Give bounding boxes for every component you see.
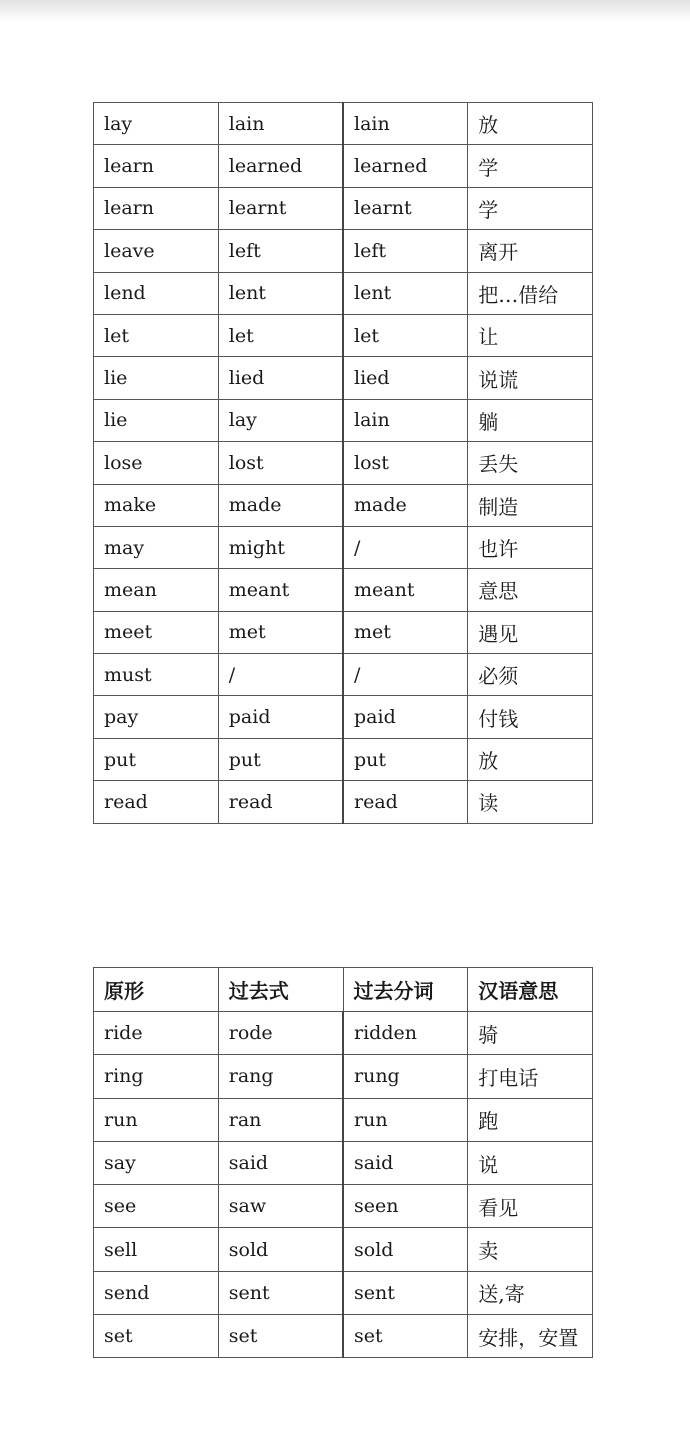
- table-row: [94, 230, 593, 272]
- table-row: [94, 103, 593, 145]
- base-form-cell: lie: [94, 357, 219, 399]
- past-participle-cell: set: [343, 1315, 468, 1358]
- chinese-meaning-cell: 骑: [468, 1012, 593, 1055]
- table-row: [94, 526, 593, 568]
- base-form-cell: run: [94, 1098, 219, 1141]
- past-participle-cell: /: [343, 526, 468, 568]
- table-1-body: [94, 103, 593, 824]
- table-row: [94, 442, 593, 484]
- chinese-meaning-cell: 读: [468, 781, 593, 823]
- table-row: [94, 399, 593, 441]
- past-participle-cell: let: [343, 314, 468, 356]
- chinese-meaning-cell: 卖: [468, 1228, 593, 1271]
- table-2-body: [94, 1012, 593, 1358]
- table-2-header-row: [94, 968, 593, 1012]
- past-participle-cell: lain: [343, 399, 468, 441]
- base-form-cell: lose: [94, 442, 219, 484]
- past-participle-cell: said: [343, 1141, 468, 1184]
- table-row: [94, 484, 593, 526]
- past-participle-cell: sold: [343, 1228, 468, 1271]
- chinese-meaning-cell: 让: [468, 314, 593, 356]
- base-form-cell: leave: [94, 230, 219, 272]
- base-form-cell: sell: [94, 1228, 219, 1271]
- base-form-cell: lay: [94, 103, 219, 145]
- chinese-meaning-cell: 制造: [468, 484, 593, 526]
- past-participle-cell: read: [343, 781, 468, 823]
- base-form-cell: must: [94, 654, 219, 696]
- past-tense-cell: learned: [218, 145, 343, 187]
- past-tense-cell: let: [218, 314, 343, 356]
- past-tense-cell: lay: [218, 399, 343, 441]
- base-form-cell: lie: [94, 399, 219, 441]
- base-form-cell: make: [94, 484, 219, 526]
- table-row: [94, 1141, 593, 1184]
- chinese-meaning-cell: 学: [468, 145, 593, 187]
- past-participle-cell: lent: [343, 272, 468, 314]
- base-form-cell: see: [94, 1185, 219, 1228]
- past-tense-cell: lost: [218, 442, 343, 484]
- past-participle-cell: ridden: [343, 1012, 468, 1055]
- chinese-meaning-cell: 放: [468, 103, 593, 145]
- past-participle-cell: /: [343, 654, 468, 696]
- past-participle-cell: learnt: [343, 187, 468, 229]
- past-tense-cell: rode: [218, 1012, 343, 1055]
- top-shadow: [0, 0, 690, 22]
- past-participle-cell: left: [343, 230, 468, 272]
- table-row: [94, 187, 593, 229]
- chinese-meaning-cell: 离开: [468, 230, 593, 272]
- past-tense-cell: sent: [218, 1271, 343, 1314]
- past-tense-cell: sold: [218, 1228, 343, 1271]
- chinese-meaning-cell: 遇见: [468, 611, 593, 653]
- base-form-cell: ride: [94, 1012, 219, 1055]
- past-tense-cell: saw: [218, 1185, 343, 1228]
- table-row: [94, 1271, 593, 1314]
- header-base-form: 原形: [94, 968, 219, 1012]
- table-row: [94, 1228, 593, 1271]
- chinese-meaning-cell: 把…借给: [468, 272, 593, 314]
- past-participle-cell: lied: [343, 357, 468, 399]
- table-row: [94, 1185, 593, 1228]
- base-form-cell: mean: [94, 569, 219, 611]
- base-form-cell: let: [94, 314, 219, 356]
- chinese-meaning-cell: 也许: [468, 526, 593, 568]
- past-tense-cell: read: [218, 781, 343, 823]
- table-row: [94, 145, 593, 187]
- table-row: [94, 611, 593, 653]
- table-row: [94, 569, 593, 611]
- past-participle-cell: meant: [343, 569, 468, 611]
- table-row: [94, 654, 593, 696]
- past-tense-cell: lain: [218, 103, 343, 145]
- table-row: [94, 738, 593, 780]
- past-participle-cell: sent: [343, 1271, 468, 1314]
- past-tense-cell: set: [218, 1315, 343, 1358]
- past-participle-cell: made: [343, 484, 468, 526]
- past-tense-cell: put: [218, 738, 343, 780]
- base-form-cell: set: [94, 1315, 219, 1358]
- chinese-meaning-cell: 躺: [468, 399, 593, 441]
- table-row: [94, 1055, 593, 1098]
- base-form-cell: may: [94, 526, 219, 568]
- table-row: [94, 1098, 593, 1141]
- base-form-cell: learn: [94, 145, 219, 187]
- chinese-meaning-cell: 意思: [468, 569, 593, 611]
- past-tense-cell: ran: [218, 1098, 343, 1141]
- table-row: [94, 272, 593, 314]
- past-tense-cell: learnt: [218, 187, 343, 229]
- past-tense-cell: left: [218, 230, 343, 272]
- past-participle-cell: run: [343, 1098, 468, 1141]
- base-form-cell: put: [94, 738, 219, 780]
- table-row: [94, 781, 593, 823]
- past-participle-cell: learned: [343, 145, 468, 187]
- past-tense-cell: meant: [218, 569, 343, 611]
- table-row: [94, 314, 593, 356]
- past-tense-cell: lied: [218, 357, 343, 399]
- past-participle-cell: rung: [343, 1055, 468, 1098]
- past-tense-cell: lent: [218, 272, 343, 314]
- base-form-cell: meet: [94, 611, 219, 653]
- chinese-meaning-cell: 送,寄: [468, 1271, 593, 1314]
- base-form-cell: say: [94, 1141, 219, 1184]
- irregular-verb-table-2: [93, 967, 593, 1358]
- past-participle-cell: lost: [343, 442, 468, 484]
- base-form-cell: pay: [94, 696, 219, 738]
- chinese-meaning-cell: 跑: [468, 1098, 593, 1141]
- past-participle-cell: lain: [343, 103, 468, 145]
- chinese-meaning-cell: 付钱: [468, 696, 593, 738]
- base-form-cell: send: [94, 1271, 219, 1314]
- irregular-verb-table-1: [93, 102, 593, 824]
- chinese-meaning-cell: 安排，安置: [468, 1315, 593, 1358]
- past-participle-cell: put: [343, 738, 468, 780]
- base-form-cell: read: [94, 781, 219, 823]
- past-tense-cell: might: [218, 526, 343, 568]
- chinese-meaning-cell: 学: [468, 187, 593, 229]
- table-row: [94, 1012, 593, 1055]
- chinese-meaning-cell: 丢失: [468, 442, 593, 484]
- base-form-cell: learn: [94, 187, 219, 229]
- base-form-cell: ring: [94, 1055, 219, 1098]
- past-tense-cell: met: [218, 611, 343, 653]
- chinese-meaning-cell: 必须: [468, 654, 593, 696]
- chinese-meaning-cell: 打电话: [468, 1055, 593, 1098]
- past-participle-cell: paid: [343, 696, 468, 738]
- past-tense-cell: made: [218, 484, 343, 526]
- table-row: [94, 1315, 593, 1358]
- chinese-meaning-cell: 放: [468, 738, 593, 780]
- table-row: [94, 696, 593, 738]
- past-tense-cell: said: [218, 1141, 343, 1184]
- header-past-tense: 过去式: [218, 968, 343, 1012]
- past-tense-cell: rang: [218, 1055, 343, 1098]
- chinese-meaning-cell: 说: [468, 1141, 593, 1184]
- past-participle-cell: seen: [343, 1185, 468, 1228]
- past-tense-cell: /: [218, 654, 343, 696]
- base-form-cell: lend: [94, 272, 219, 314]
- chinese-meaning-cell: 说谎: [468, 357, 593, 399]
- chinese-meaning-cell: 看见: [468, 1185, 593, 1228]
- past-tense-cell: paid: [218, 696, 343, 738]
- past-participle-cell: met: [343, 611, 468, 653]
- header-past-participle: 过去分词: [343, 968, 468, 1012]
- table-row: [94, 357, 593, 399]
- header-chinese-meaning: 汉语意思: [468, 968, 593, 1012]
